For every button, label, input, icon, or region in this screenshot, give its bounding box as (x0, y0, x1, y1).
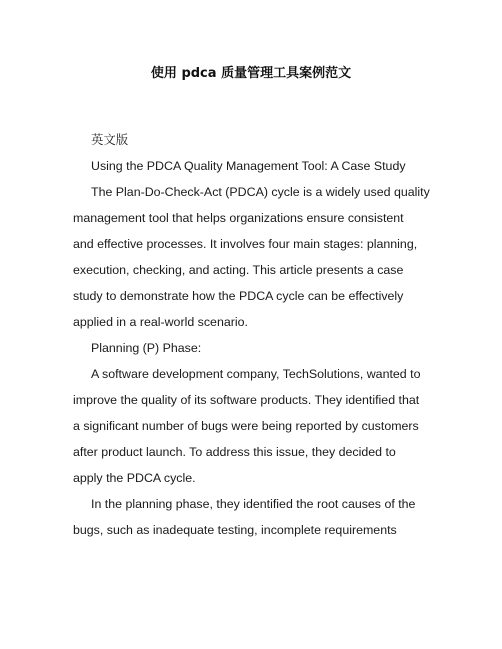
text-line: Using the PDCA Quality Management Tool: A Case Study (91, 159, 406, 173)
text-line: and effective processes. It involves four main stages: planning, (73, 237, 418, 251)
text-line: apply the PDCA cycle. (73, 471, 196, 485)
text-line: A software development company, TechSolutions, wanted to (91, 367, 421, 381)
document-body (73, 127, 433, 543)
version-label: 英文版 (91, 133, 129, 147)
text-line: execution, checking, and acting. This article presents a case (73, 263, 404, 277)
text-line: after product launch. To address this issue, they decided to (73, 445, 396, 459)
document-title: 使用 pdca 质量管理工具案例范文 (150, 66, 352, 81)
text-line: In the planning phase, they identified the root causes of the (91, 497, 416, 511)
text-line: bugs, such as inadequate testing, incomplete requirements (73, 523, 397, 537)
text-line: study to demonstrate how the PDCA cycle can be effectively (73, 289, 404, 303)
text-line: applied in a real-world scenario. (73, 315, 248, 329)
text-line: improve the quality of its software products. They identified that (73, 393, 420, 407)
text-line: management tool that helps organizations ensure consistent (73, 211, 404, 225)
text-line: Planning (P) Phase: (91, 341, 202, 355)
body-lines (73, 153, 433, 543)
text-line: The Plan-Do-Check-Act (PDCA) cycle is a widely used quality (91, 185, 430, 199)
text-line: a significant number of bugs were being reported by customers (73, 419, 419, 433)
